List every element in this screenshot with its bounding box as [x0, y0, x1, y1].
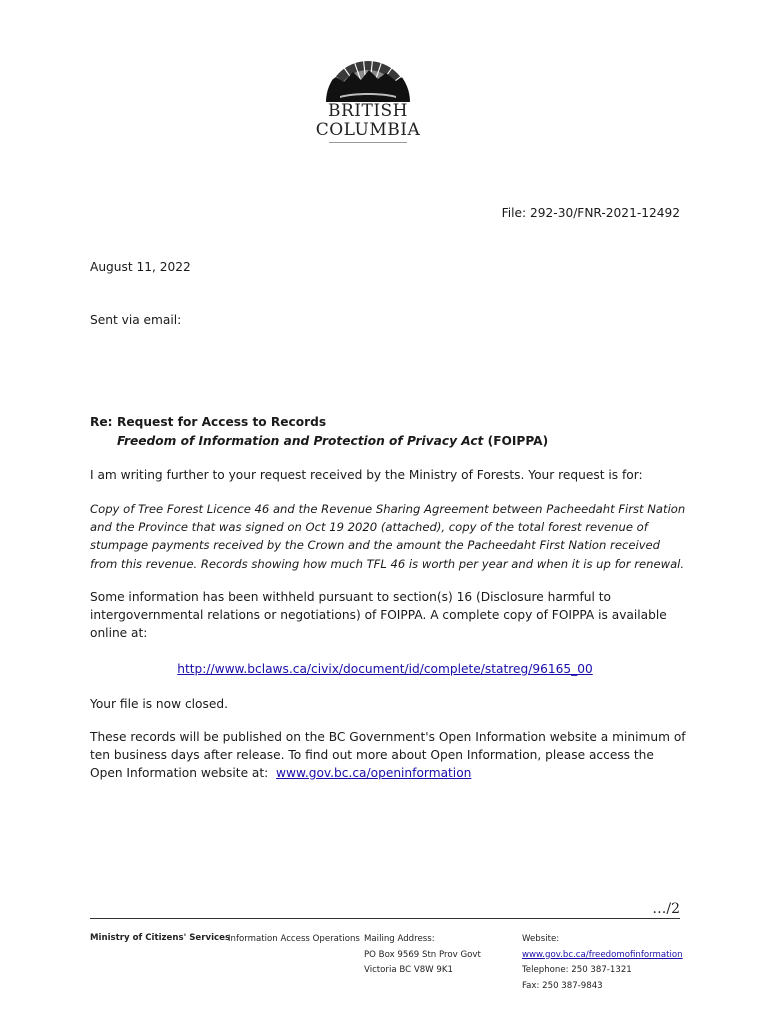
letter-date: August 11, 2022	[90, 260, 191, 274]
footer-mailing-address	[364, 932, 481, 979]
footer-office: Information Access Operations	[228, 934, 360, 944]
subject-label: Re:	[90, 415, 113, 429]
subject-text: Request for Access to Records	[117, 415, 327, 429]
foippa-link[interactable]: http://www.bclaws.ca/civix/document/id/complete/statreg/96165_00	[177, 662, 593, 676]
open-information-text: These records will be published on the BC Government's Open Information website a minimum of ten business days after release. To find out more about Open Information, please access the Open Information website at:	[90, 730, 686, 780]
request-description: Copy of Tree Forest Licence 46 and the Revenue Sharing Agreement between Pacheedaht First Nation and the Province that was signed on Oct 19 2020 (attached), copy of the total forest revenue of stumpage payments received by the Crown and the amount the Pacheedaht First Nation received from this revenue. Records showing how much TFL 46 is worth per year and when it is up for renewal.	[90, 502, 686, 571]
footer-fax: Fax: 250 387-9843	[522, 980, 603, 991]
bc-government-logo	[312, 44, 424, 148]
page-continuation-marker: …/2	[652, 901, 680, 917]
footer-mailing-label: Mailing Address:	[364, 934, 435, 944]
intro-paragraph: I am writing further to your request received by the Ministry of Forests. Your request is for:	[90, 468, 643, 482]
footer-telephone: Telephone: 250 387-1321	[522, 965, 632, 975]
open-information-link[interactable]: www.gov.bc.ca/openinformation	[276, 766, 472, 780]
footer-website-label: Website:	[522, 934, 560, 944]
act-title: Freedom of Information and Protection of Privacy Act	[117, 434, 484, 448]
footer-mailing-line1: PO Box 9569 Stn Prov Govt	[364, 949, 481, 960]
logo-text-british: BRITISH	[327, 101, 409, 121]
delivery-method: Sent via email:	[90, 313, 182, 327]
withheld-paragraph: Some information has been withheld pursuant to section(s) 16 (Disclosure harmful to intergovernmental relations or negotiations) of FOIPPA. A complete copy of FOIPPA is available online at:	[90, 590, 667, 640]
act-reference	[117, 432, 548, 450]
footer-website-link[interactable]: www.gov.bc.ca/freedomofinformation	[522, 949, 683, 960]
file-reference: File: 292-30/FNR-2021-12492	[501, 206, 680, 220]
sun-mountain-emblem	[326, 44, 410, 102]
subject-line	[90, 413, 326, 431]
logo-underline	[329, 142, 407, 143]
footer-mailing-line2: Victoria BC V8W 9K1	[364, 965, 453, 975]
act-abbreviation: (FOIPPA)	[487, 434, 549, 448]
footer-ministry: Ministry of Citizens' Services	[90, 933, 231, 943]
footer-divider	[90, 918, 680, 919]
logo-text-columbia: COLUMBIA	[315, 120, 421, 140]
open-information-paragraph	[90, 728, 690, 782]
footer-contact	[522, 932, 683, 994]
file-closed-paragraph: Your file is now closed.	[90, 697, 228, 711]
